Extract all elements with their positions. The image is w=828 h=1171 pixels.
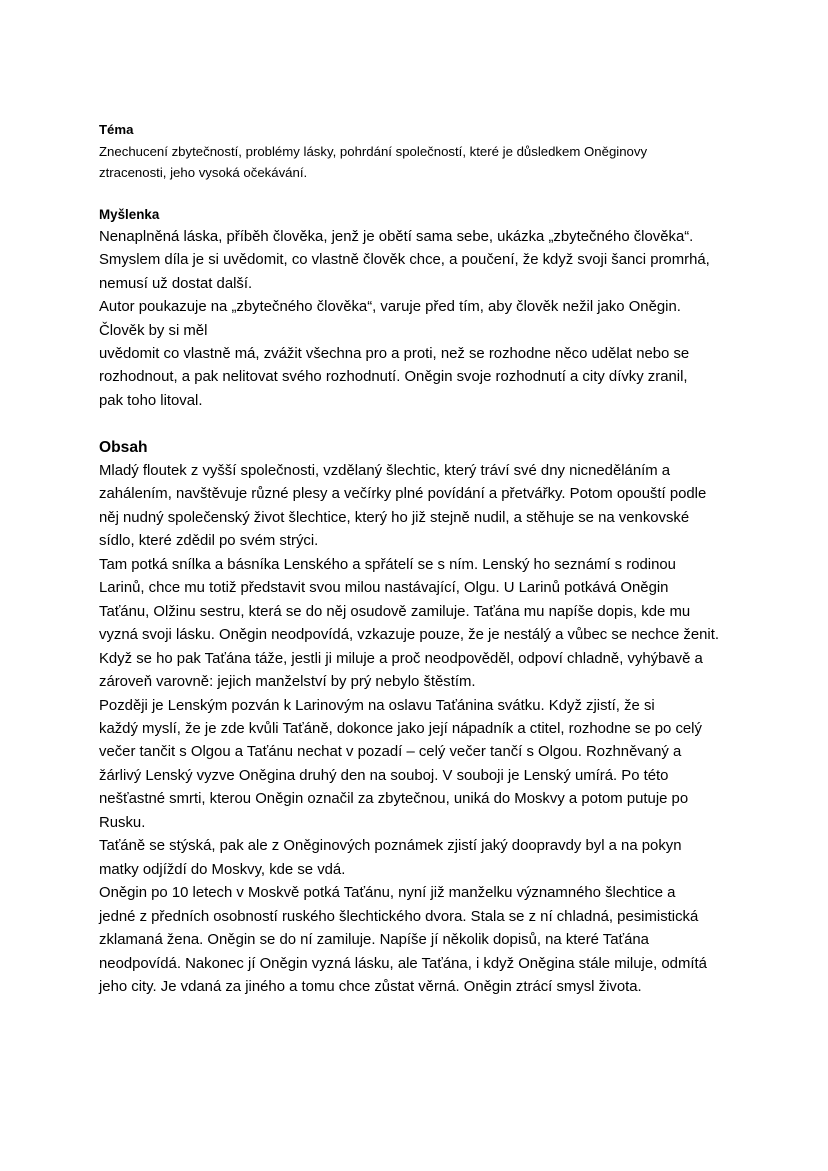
paragraph-line: vyzná svoji lásku. Oněgin neodpovídá, vzkazuje pouze, že je nestálý a vůbec se nechce ženit. [99,627,719,644]
paragraph-line: jeho city. Je vdaná za jiného a tomu chce zůstat věrná. Oněgin ztrácí smysl života. [99,978,642,995]
section-obsah [99,436,739,999]
paragraph-line: rozhodnout, a pak nelitovat svého rozhodnutí. Oněgin svoje rozhodnutí a city dívky zranil, [99,369,688,386]
paragraph-line: Když se ho pak Taťána táže, jestli ji miluje a proč neodpověděl, odpoví chladně, vyhýbavě a [99,650,703,667]
paragraph-line: Člověk by si měl [99,322,208,339]
section-tema [99,119,739,184]
paragraph-line: zahálením, navštěvuje různé plesy a večírky plné povídání a přetvářky. Potom opouští podle [99,486,707,503]
paragraph-line: Rusku. [99,814,146,831]
paragraph-line: pak toho litoval. [99,392,203,409]
paragraph-line: žárlivý Lenský vyzve Oněgina druhý den na souboj. V souboji je Lenský umírá. Po této [99,767,669,784]
section-heading-myslenka: Myšlenka [99,207,160,222]
section-heading-obsah: Obsah [99,439,148,456]
paragraph-line: nešťastné smrti, kterou Oněgin označil za zbytečnou, uniká do Moskvy a potom putuje po [99,791,689,808]
paragraph-line: neodpovídá. Nakonec jí Oněgin vyzná lásku, ale Taťána, i když Oněgina stále miluje, odmítá [99,955,707,972]
paragraph-line: Smyslem díla je si uvědomit, co vlastně člověk chce, a poučení, že když svoji šanci promrhá, [99,252,710,269]
paragraph-line: uvědomit co vlastně má, zvážit všechna pro a proti, než se rozhodne něco udělat nebo se [99,346,690,363]
paragraph-line: Taťánu, Olžinu sestru, která se do něj osudově zamiluje. Taťána mu napíše dopis, kde mu [99,603,691,620]
paragraph-line: Tam potká snílka a básníka Lenského a spřátelí se s ním. Lenský ho seznámí s rodinou [99,556,676,573]
paragraph-line: Larinů, chce mu totiž představit svou milou nastávající, Olgu. U Larinů potkává Oněgin [99,580,669,597]
paragraph-line: Taťáně se stýská, pak ale z Oněginových poznámek zjistí jaký doopravdy byl a na pokyn [99,838,682,855]
paragraph-line: ztracenosti, jeho vysoká očekávání. [99,165,308,180]
paragraph-line: zároveň varovně: jejich manželství by prý nebylo štěstím. [99,674,476,691]
paragraph-line: Autor poukazuje na „zbytečného člověka“, varuje před tím, aby člověk nežil jako Oněgin. [99,299,681,316]
paragraph-line: nemusí už dostat další. [99,275,253,292]
paragraph-line: každý myslí, že je zde kvůli Taťáně, dokonce jako její nápadník a ctitel, rozhodne se po celý [99,720,702,737]
paragraph-line: Oněgin po 10 letech v Moskvě potká Taťánu, nyní již manželku významného šlechtice a [99,885,676,902]
paragraph-line: Mladý floutek z vyšší společnosti, vzdělaný šlechtic, který tráví své dny nicneděláním a [99,463,671,479]
paragraph-line: Nenaplněná láska, příběh člověka, jenž je obětí sama sebe, ukázka „zbytečného člověka“. [99,229,694,245]
paragraph-line: matky odjíždí do Moskvy, kde se vdá. [99,861,346,878]
paragraph-line: Později je Lenským pozván k Larinovým na oslavu Taťánina svátku. Když zjistí, že si [99,697,655,714]
paragraph-line: sídlo, které zdědil po svém strýci. [99,533,319,550]
paragraph-line: něj nudný společenský život šlechtice, který ho již stejně nudil, a stěhuje se na venkovské [99,509,690,526]
paragraph-line: večer tančit s Olgou a Taťánu nechat v pozadí – celý večer tančí s Olgou. Rozhněvaný a [99,744,682,761]
paragraph-line: Znechucení zbytečností, problémy lásky, pohrdání společností, které je důsledkem Oněginovy [99,143,648,159]
paragraph-line: zklamaná žena. Oněgin se do ní zamiluje. Napíše jí několik dopisů, na které Taťána [99,932,649,949]
paragraph-line: jedné z předních osobností ruského šlechtického dvora. Stala se z ní chladná, pesimistická [99,908,699,925]
section-heading-tema: Téma [99,122,134,137]
section-myslenka [99,204,739,413]
